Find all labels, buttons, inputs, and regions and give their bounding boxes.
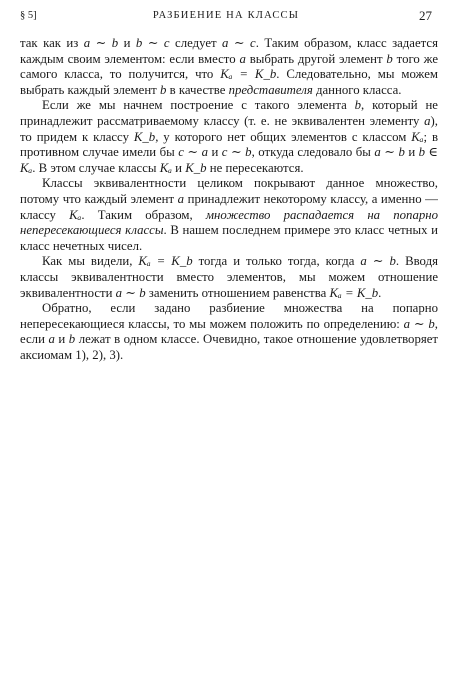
math-or-emphasis: c ∼ b — [221, 145, 252, 160]
math-or-emphasis: b — [159, 82, 167, 97]
math-or-emphasis: a ∼ b — [403, 316, 435, 331]
text-run: и — [118, 36, 136, 50]
text-run: ; в противном случае имели бы — [20, 129, 438, 160]
text-run: и — [207, 145, 222, 160]
text-run: Если же мы начнем построение с такого элемента — [42, 98, 355, 113]
math-or-emphasis: Kₐ — [411, 129, 424, 144]
text-run: . — [378, 285, 382, 300]
running-title: РАЗБИЕНИЕ НА КЛАССЫ — [152, 10, 300, 21]
text-run: в качестве — [166, 82, 229, 97]
text-run: . В нашем последнем примере это класс четных и класс нечетных чисел. — [20, 223, 438, 253]
text-run: не пересекаются. — [206, 160, 304, 175]
math-or-emphasis: b — [386, 51, 393, 66]
math-or-emphasis: a — [48, 332, 55, 347]
math-or-emphasis: K_b — [133, 129, 156, 144]
text-run: принадлежит некоторому классу, а именно — классу — [20, 191, 438, 222]
math-or-emphasis: a ∼ b — [83, 36, 119, 50]
math-or-emphasis: a ∼ b — [360, 254, 396, 269]
paragraph — [20, 98, 438, 176]
section-marker: § 5] — [20, 10, 37, 21]
text-run: тогда и только тогда, когда — [192, 254, 361, 269]
text-run: и — [54, 332, 69, 347]
text-run: так как из — [20, 36, 84, 50]
math-or-emphasis: b — [68, 332, 76, 347]
math-or-emphasis: представителя — [228, 82, 313, 97]
paragraph — [20, 254, 438, 301]
math-or-emphasis: множество распадается на попарно непересекающиеся классы — [20, 207, 438, 238]
page-number: 27 — [419, 8, 432, 23]
running-head — [20, 8, 432, 26]
text-run: и — [404, 145, 419, 160]
text-run: , у которого нет общих элементов с классом — [155, 129, 412, 144]
math-or-emphasis: a — [424, 113, 431, 128]
text-run: следует — [169, 36, 223, 50]
text-run: , который не принадлежит рассматриваемому классу (т. е. не эквивалентен элементу — [20, 98, 438, 128]
text-run: . Следовательно, мы можем выбрать каждый элемент — [20, 67, 438, 97]
math-or-emphasis: K_b — [185, 160, 207, 175]
math-or-emphasis: b — [354, 98, 362, 113]
text-run: Как мы видели, — [42, 254, 139, 269]
math-or-emphasis: b ∈ Kₐ — [20, 145, 439, 175]
paragraph — [20, 301, 438, 363]
math-or-emphasis: c ∼ a — [178, 145, 208, 160]
text-run: , если — [20, 316, 438, 347]
body-text — [20, 36, 438, 363]
text-run: заменить отношением равенства — [145, 285, 330, 300]
math-or-emphasis: Kₐ — [159, 160, 172, 175]
math-or-emphasis: Kₐ = K_b — [329, 285, 379, 300]
text-run: выбрать другой элемент — [245, 51, 387, 66]
math-or-emphasis: a ∼ c — [222, 36, 256, 50]
math-or-emphasis: a — [239, 51, 246, 66]
text-run: . Вводя классы эквивалентности вместо элементов, мы можем отношение эквивалентности — [20, 254, 438, 300]
math-or-emphasis: a ∼ b — [374, 145, 405, 160]
math-or-emphasis: a ∼ b — [115, 285, 146, 300]
math-or-emphasis: Kₐ = K_b — [220, 67, 277, 82]
text-run: ), то придем к классу — [20, 113, 438, 144]
math-or-emphasis: Kₐ — [69, 207, 82, 222]
text-run: лежат в одном классе. Очевидно, такое отношение удовлетворяет аксиомам 1), 2), 3). — [20, 332, 438, 362]
text-run: , откуда следовало бы — [251, 145, 375, 160]
text-run: Обратно, если задано разбиение множества на попарно непересекающиеся классы, то мы можем положить по определению: — [20, 301, 438, 331]
text-run: Классы эквивалентности целиком покрывают данное множество, потому что каждый элемент — [20, 176, 438, 206]
text-run: . Таким образом, класс задается каждым своим элементом: если вместо — [20, 36, 438, 66]
text-run: данного класса. — [312, 82, 402, 97]
text-run: . Таким образом, — [81, 207, 206, 222]
paragraph — [20, 36, 438, 98]
math-or-emphasis: Kₐ = K_b — [138, 254, 193, 269]
paragraph — [20, 176, 438, 254]
math-or-emphasis: b ∼ c — [135, 36, 170, 50]
text-run: . В этом случае классы — [32, 160, 160, 175]
text-run: того же самого класса, то получится, что — [20, 51, 438, 82]
text-run: и — [171, 160, 186, 175]
math-or-emphasis: a — [177, 191, 185, 206]
